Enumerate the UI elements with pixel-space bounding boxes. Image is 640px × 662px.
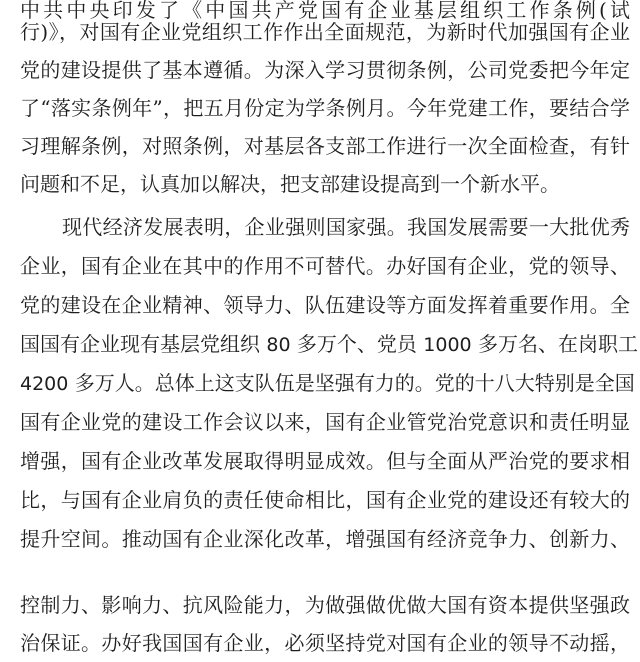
text-line: 企业，国有企业在其中的作用不可替代。办好国有企业，党的领导、 [20,254,630,278]
text-column [0,13,640,662]
text-line: 比，与国有企业肩负的责任使命相比，国有企业党的建设还有较大的 [20,488,630,512]
text-line: 治保证。办好我国国有企业，必须坚持党对国有企业的领导不动摇， [20,631,630,655]
text-line: 问题和不足，认真加以解决，把支部建设提高到一个新水平。 [20,172,560,196]
paragraph-3 [20,586,630,662]
clipped-line-top: 中共中央印发了《中国共产党国有企业基层组织工作条例(试 [20,0,630,22]
paragraph-1 [20,13,630,203]
text-line: 控制力、影响力、抗风险能力，为做强做优做大国有资本提供坚强政 [20,593,630,617]
text-line: 国有企业党的建设工作会议以来，国有企业管党治党意识和责任明显 [20,410,630,434]
text-line: 4200 多万人。总体上这支队伍是坚强有力的。党的十八大特别是全国 [20,371,635,395]
text-line: 国国有企业现有基层党组织 80 多万个、党员 1000 多万名、在岗职工 [20,332,638,356]
text-line: 现代经济发展表明，企业强则国家强。我国发展需要一大批优秀 [62,215,630,239]
text-line: 党的建设在企业精神、领导力、队伍建设等方面发挥着重要作用。全 [20,293,630,317]
text-line: 习理解条例，对照条例，对基层各支部工作进行一次全面检查，有针 [20,134,630,158]
text-line: 行)》，对国有企业党组织工作作出全面规范，为新时代加强国有企业 [20,20,630,44]
text-line: 党的建设提供了基本遵循。为深入学习贯彻条例，公司党委把今年定 [20,58,630,82]
text-line: 增强，国有企业改革发展取得明显成效。但与全面从严治党的要求相 [20,449,630,473]
text-line: 提升空间。推动国有企业深化改革，增强国有经济竞争力、创新力、 [20,527,630,551]
text-line: 了“落实条例年”，把五月份定为学条例月。今年党建工作，要结合学 [20,96,630,120]
paragraph-2 [20,208,638,559]
